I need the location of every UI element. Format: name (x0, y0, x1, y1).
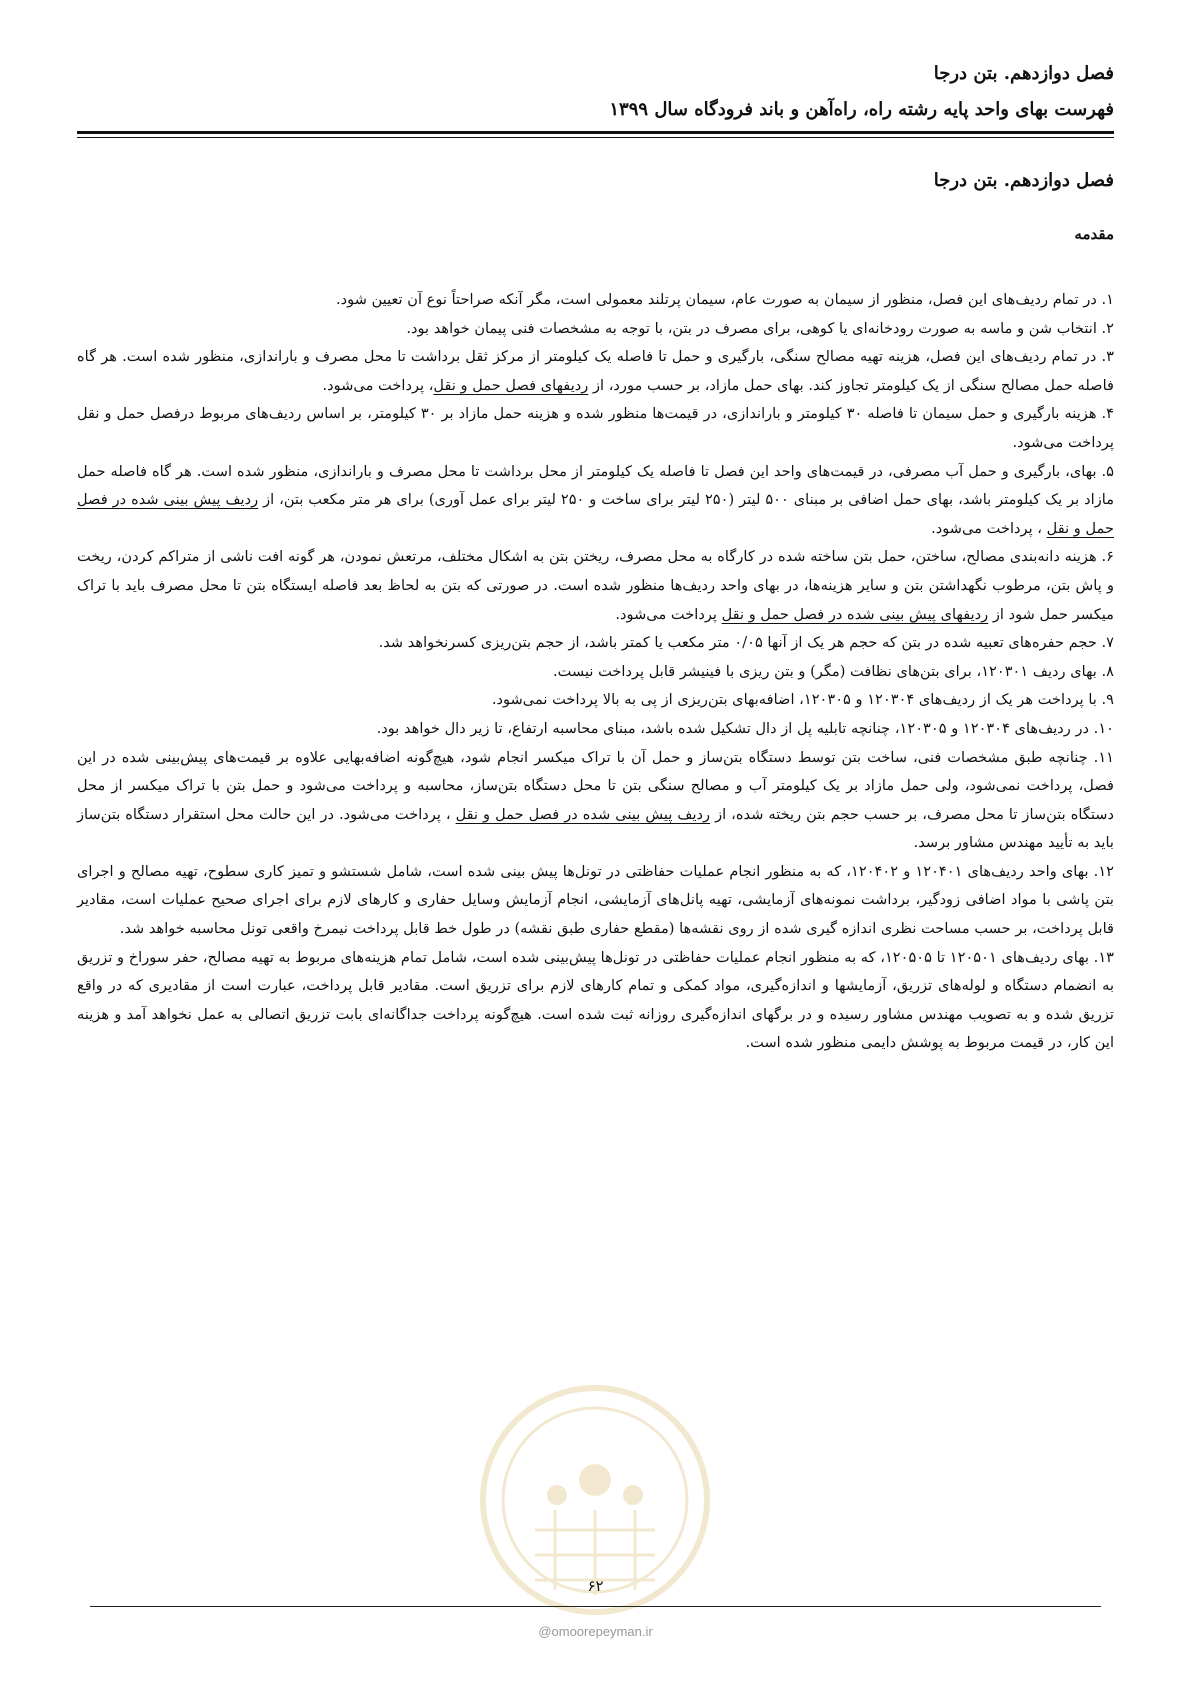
paragraph-8: ۸. بهای ردیف ۱۲۰۳۰۱، برای بتن‌های نظافت (مگر) و بتن ریزی با فینیشر قابل پرداخت نیست. (552, 662, 1114, 680)
page-number: ۶۲ (587, 1577, 604, 1595)
paragraph-6 (77, 543, 1114, 629)
body-text (77, 286, 1114, 1058)
header-chapter-title: فصل دوازدهم. بتن درجا (933, 63, 1114, 84)
paragraph-11-reference: ردیف پیش بینی شده در فصل حمل و نقل (455, 805, 711, 823)
paragraph-11-tail: ، پرداخت می‌شود. در این حالت محل استقرار دستگاه بتن‌ساز باید به تأیید مهندس مشاور برسد. (77, 805, 1114, 852)
footer-rule (90, 1606, 1101, 1607)
paragraph-4: ۴. هزینه بارگیری و حمل سیمان تا فاصله ۳۰ کیلومتر و باراندازی، در قیمت‌ها منظور شده و هزینه حمل مازاد بر ۳۰ کیلومتر، بر اساس ردیف‌های مربوط درفصل حمل و نقل پرداخت می‌شود. (77, 405, 1114, 451)
paragraph-13: ۱۳. بهای ردیف‌های ۱۲۰۵۰۱ تا ۱۲۰۵۰۵، که به منظور انجام عملیات حفاظتی در تونل‌ها پیش‌بینی شده است، شامل تمام هزینه‌های مربوط به تهیه مصالح، حفر سوراخ و تزریق به انضمام دستگاه و لوله‌های تزریق، آزمایشها و اندازه‌گیری، مواد کمکی و تمام کارهای لازم برای تزریق است. مقادیر قابل پرداخت، عبارت است از مقادیری که در واقع تزریق شده و به تصویب مهندس مشاور رسیده و در برگهای اندازه‌گیری روزانه ثبت شده است. هیچ‌گونه پرداخت جداگانه‌ای بابت تزریق اتصالی به عمل نخواهد آمد و هزینه این کار، در قیمت مربوط به پوشش دایمی منظور شده است. (77, 948, 1114, 1052)
paragraph-9: ۹. با پرداخت هر یک از ردیف‌های ۱۲۰۳۰۴ و ۱۲۰۳۰۵، اضافه‌بهای بتن‌ریزی از پی به بالا پرداخت نمی‌شود. (491, 691, 1114, 709)
paragraph-5-tail: ، پرداخت می‌شود. (931, 519, 1047, 537)
header-rule-thin (77, 137, 1114, 138)
paragraph-5-text: ۵. بهای، بارگیری و حمل آب مصرفی، در قیمت‌های واحد این فصل تا فاصله یک کیلومتر از محل برداشت تا محل مصرف و باراندازی، منظور شده است. هر گاه فاصله حمل مازاد بر یک کیلومتر باشد، بهای حمل اضافی بر مبنای ۵۰۰ لیتر (۲۵۰ لیتر برای ساخت و ۲۵۰ لیتر برای عمل آوری) برای هر متر مکعب بتن، از (77, 462, 1115, 509)
paragraph-10: ۱۰. در ردیف‌های ۱۲۰۳۰۴ و ۱۲۰۳۰۵، چنانچه تابلیه پل از دال تشکیل شده باشد، مبنای محاسبه ارتفاع، تا زیر دال خواهد بود. (376, 719, 1114, 737)
paragraph-7: ۷. حجم حفره‌های تعبیه شده در بتن که حجم هر یک از آنها ۰/۰۵ متر مکعب یا کمتر باشد، از حجم بتن‌ریزی کسرنخواهد شد. (378, 634, 1114, 652)
paragraph-11 (77, 744, 1114, 858)
paragraph-11-text: ۱۱. چنانچه طبق مشخصات فنی، ساخت بتن توسط دستگاه بتن‌ساز و حمل آن با تراک میکسر انجام شود، هیچ‌گونه اضافه‌بهایی علاوه بر قیمت‌های پیش‌بینی شده در این فصل، پرداخت نمی‌شود، ولی حمل مازاد بر یک کیلومتر آب و مصالح سنگی بتن تا محل دستگاه بتن‌ساز، محاسبه و پرداخت می‌شود و حمل بتن با تراک میکسر از محل دستگاه بتن‌ساز تا محل مصرف، بر حسب حجم بتن ریخته شده، از (77, 748, 1114, 823)
paragraph-6-reference: ردیفهای پیش بینی شده در فصل حمل و نقل (721, 605, 989, 623)
paragraph-2: ۲. انتخاب شن و ماسه به صورت رودخانه‌ای یا کوهی، برای مصرف در بتن، با توجه به مشخصات فنی پیمان خواهد بود. (406, 319, 1114, 337)
paragraph-5 (77, 458, 1114, 544)
paragraph-6-text: ۶. هزینه دانه‌بندی مصالح، ساختن، حمل بتن ساخته شده در کارگاه به محل مصرف، ریختن بتن به اشکال مختلف، مرتعش نمودن، هر گونه افت ناشی از متراکم کردن، ریخت و پاش بتن، مرطوب نگهداشتن بتن و سایر هزینه‌ها، در بهای واحد ردیف‌ها منظور شده است. در صورتی که بتن به لحاظ بعد فاصله ایستگاه بتن تا محل مصرف باید با تراک میکسر حمل شود از (77, 548, 1114, 623)
paragraph-6-tail: پرداخت می‌شود. (615, 605, 722, 623)
chapter-title: فصل دوازدهم. بتن درجا (933, 170, 1114, 191)
website-watermark: @omoorepeyman.ir (538, 1624, 653, 1639)
paragraph-12: ۱۲. بهای واحد ردیف‌های ۱۲۰۴۰۱ و ۱۲۰۴۰۲، که به منظور انجام عملیات حفاظتی در تونل‌ها پیش بینی شده است، شامل شستشو و تمیز کاری سطوح، تهیه مصالح و اجرای بتن پاشی با مواد اضافی زودگیر، برداشت نمونه‌های آزمایشی، تهیه پانل‌های آزمایشی، انجام آزمایش وسایل حفاری و کارهای لازم برای اجرای صحیح عملیات است، مقادیر قابل پرداخت، بر حسب مساحت نظری اندازه گیری شده از روی نقشه‌ها (مقطع حفاری طبق نقشه) در طول خط قابل پرداخت نیمرخ واقعی تونل محاسبه خواهد شد. (77, 862, 1115, 938)
paragraph-5-reference: ردیف پیش بینی شده در فصل حمل و نقل (77, 491, 1114, 537)
paragraph-3-tail: ، پرداخت می‌شود. (322, 376, 434, 394)
paragraph-3 (77, 343, 1114, 400)
header-document-title: فهرست بهای واحد پایه رشته راه، راه‌آهن و باند فرودگاه سال ۱۳۹۹ (609, 99, 1114, 120)
paragraph-3-reference: ردیفهای فصل حمل و نقل (433, 376, 589, 394)
header-rule-thick (77, 131, 1114, 134)
page-header (77, 60, 1114, 124)
section-title: مقدمه (1074, 225, 1114, 243)
paragraph-3-text: ۳. در تمام ردیف‌های این فصل، هزینه تهیه مصالح سنگی، بارگیری و حمل تا فاصله یک کیلومتر از مرکز ثقل برداشت تا محل مصرف و باراندازی، منظور شده است. هر گاه فاصله حمل مصالح سنگی از یک کیلومتر تجاوز کند. بهای حمل مازاد، بر حسب مورد، از (77, 348, 1114, 394)
paragraph-1: ۱. در تمام ردیف‌های این فصل، منظور از سیمان به صورت عام، سیمان پرتلند معمولی است، مگر آنکه صراحتاً نوع آن تعیین شود. (336, 291, 1114, 308)
